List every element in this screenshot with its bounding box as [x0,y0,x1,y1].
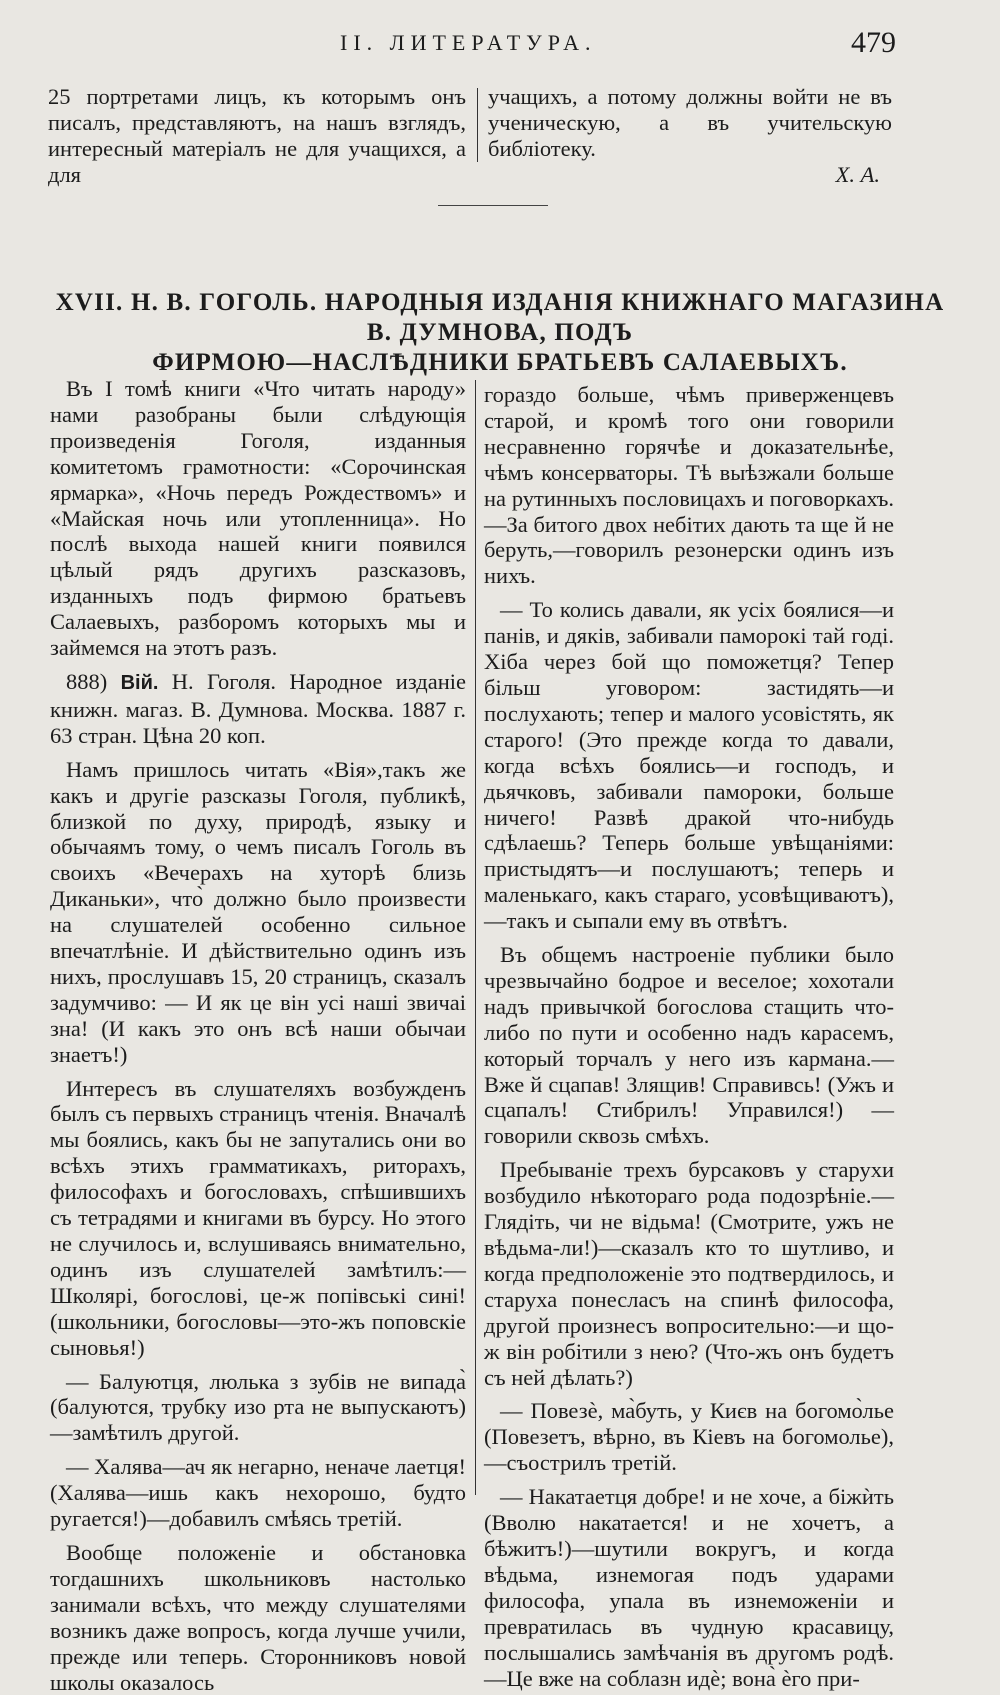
entry-number: 888) [66,668,108,694]
article-heading [40,288,960,378]
paragraph: Интересъ въ слушателяхъ возбужденъ былъ съ первыхъ страницъ чтенія. Вначалѣ мы боялись, какъ бы не запутались они во всѣхъ этихъ грамматикахъ, риторахъ, философахъ и богословахъ, спѣшившихъ съ тетрадями и книгами въ бурсу. Но этого не случилось и, вслушиваясь внимательно, одинъ изъ слушателей замѣтилъ:—Школярі, богословi, це-ж попівські синi! (школьники, богословы—это-жъ поповскіе сыновья!) [50,1075,466,1360]
page-number: 479 [851,26,896,59]
section-separator [438,205,548,206]
running-head [0,26,1000,64]
paragraph: Намъ пришлось читать «Вія»,такъ же какъ и другіе разсказы Гоголя, публикѣ, близкой по духу, природѣ, языку и обычаямъ тому, о чемъ писалъ Гоголь въ своихъ «Вечерахъ на хуторѣ близь Диканьки», что̀ должно было произвести на слушателей особенно сильное впечатлѣніе. И дѣйствительно одинъ изъ нихъ, прослушавъ 15, 20 страницъ, сказалъ задумчиво: — И як це він усі наші звичаі зна! (И какъ это онъ всѣ наши обычаи знаетъ!) [50,756,466,1067]
paragraph: Вообще положеніе и обстановка тогдашнихъ школьниковъ настолько занимали всѣхъ, что между слушателями возникъ даже вопросъ, когда лучше учили, прежде или теперь. Сторонниковъ новой школы оказалось [50,1539,466,1695]
paragraph: — То колись давали, як усіх боялися—и панів, и дяків, забивали паморокі тай годі. Хіба через бой що поможетця? Тепер більш уговором: застидять—и послухають; тепер и малого усовістять, як старого! (Это прежде когда то давали, когда всѣхъ боялись—и господъ, и дьячковъ, забивали памороки, больше ничего! Развѣ дракой что-нибудь сдѣлаешь? Теперь больше увѣщаніями: пристыдятъ—и послушаютъ; теперь и маленькаго, какъ стараго, усовѣщиваютъ),—такъ и сыпали ему въ отвѣтъ. [484,597,894,934]
paragraph: Въ общемъ настроеніе публики было чрезвычайно бодрое и веселое; хохотали надъ привычкой богослова стащить что-либо по пути и особенно надъ карасемъ, который торчалъ у него изъ кармана.—Вже й сцапав! Злящив! Справивсь! (Ужъ и сцапалъ! Стибрилъ! Управился!) — говорили сквозь смѣхъ. [484,942,894,1149]
paragraph: Въ I томѣ книги «Что читать народу» нами разобраны были слѣдующія произведенія Гоголя, изданныя комитетомъ грамотности: «Сорочинская ярмарка», «Ночь передъ Рождествомъ» и «Майская ночь или утопленница». Но послѣ выхода нашей книги появился цѣлый рядъ другихъ разсказовъ, изданныхъ подъ фирмою братьевъ Салаевыхъ, разборомъ которыхъ мы и займемся на этотъ разъ. [50,376,466,661]
top-left-column [48,84,466,188]
heading-line-1: XVII. Н. В. ГОГОЛЬ. НАРОДНЫЯ ИЗДАНІЯ КНИЖНАГО МАГАЗИНА В. ДУМНОВА, ПОДЪ [55,289,945,346]
signature: Х. А. [835,161,880,187]
paragraph: Пребываніе трехъ бурсаковъ у старухи возбудило нѣкотораго рода подозрѣніе.—Глядіть, чи не відьма! (Смотрите, ужъ не вѣдьма-ли!)—сказалъ кто то шутливо, и когда предположеніе это подтвердилось, и старуха понесласъ на спинѣ философа, другой произнесъ вопросительно:—и що-ж він робітили з нею? (Что-жъ онъ будетъ съ ней дѣлать?) [484,1157,894,1390]
paragraph: гораздо больше, чѣмъ приверженцевъ старой, и кромѣ того они говорили несравненно горячѣе и доказательнѣе, чѣмъ консерваторы. Тѣ выѣзжали больше на рутинныхъ пословицахъ и поговоркахъ.—За битого двох небітих дають та ще й не беруть,—говорилъ резонерски одинъ изъ нихъ. [484,382,894,589]
paragraph: — Накатаетця добре! и не хоче, а біжѝть (Вволю накатается! и не хочетъ, а бѣжитъ!)—шутили вокругъ, и когда вѣдьма, изнемогая подъ ударами философа, упала въ изнеможеніи и превратилась въ чудную красавицу, послышались замѣчанія въ другомъ родѣ.—Це вже на соблазн идѐ; вона̀ ѐго при- [484,1484,894,1691]
main-left-column [50,376,466,1695]
main-right-column [484,382,894,1691]
column-rule-top [477,88,478,162]
top-right-column [488,84,892,188]
paragraph: — Халява—ач як негарно, неначе лаетця! (Халява—ишь какъ нехорошо, будто ругается!)—добавилъ смѣясь третій. [50,1454,466,1532]
paragraph: учащихъ, а потому должны войти не въ ученическую, а въ учительскую библіотеку. [488,84,892,161]
paragraph: 25 портретами лицъ, къ которымъ онъ писалъ, представляютъ, на нашъ взглядъ, интересный матеріалъ не для учащихся, а для [48,84,466,187]
entry-paragraph [50,669,466,749]
heading-line-2: ФИРМОЮ—НАСЛѢДНИКИ БРАТЬЕВЪ САЛАЕВЫХЪ. [152,349,848,376]
paragraph: — Балуютця, люлька з зубів не випада̀ (балуются, трубку изо рта не выпускаютъ)—замѣтилъ другой. [50,1368,466,1446]
column-rule-main [475,380,476,1495]
entry-title: Вій. [120,671,159,694]
entry-details: Н. Гоголя. Народное изданіе книжн. магаз. В. Думнова. Москва. 1887 г. 63 стран. Цѣна 20 коп. [50,668,467,748]
section-title: II. ЛИТЕРАТУРА. [340,30,597,55]
paragraph: — Повезѐ, ма̀буть, у Києв на богомо̀лье (Повезетъ, вѣрно, въ Кіевъ на богомолье),—съострилъ третій. [484,1398,894,1476]
